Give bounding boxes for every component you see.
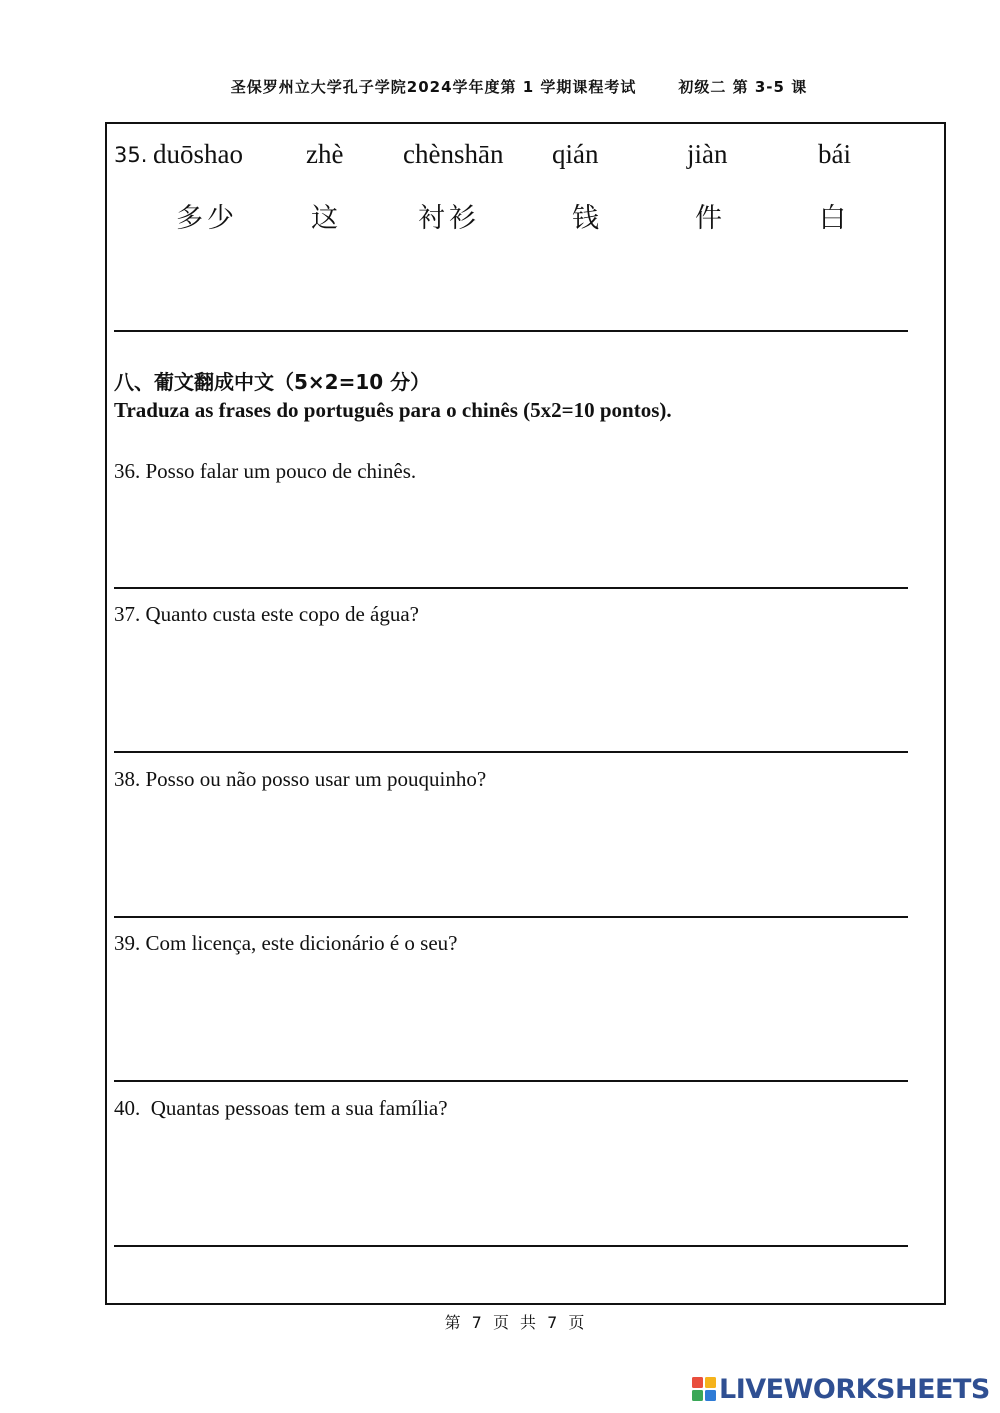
pinyin-word: chènshān (403, 139, 504, 169)
pinyin-word: bái (818, 139, 851, 169)
hanzi-word: 白 (819, 203, 850, 234)
pinyin-word: qián (552, 139, 599, 169)
section-instructions: Traduza as frases do português para o chinês (5x2=10 pontos). (114, 398, 672, 422)
question-36: 36. Posso falar um pouco de chinês. (114, 459, 417, 483)
liveworksheets-logo-icon (692, 1377, 716, 1401)
answer-line-39[interactable] (114, 1080, 908, 1082)
hanzi-word: 多少 (176, 203, 238, 234)
pinyin-word: jiàn (687, 139, 728, 169)
liveworksheets-wordmark: LIVEWORKSHEETS (719, 1373, 990, 1405)
question-37: 37. Quanto custa este copo de água? (114, 602, 419, 626)
pinyin-word: duōshao (153, 139, 243, 169)
question-40: 40. Quantas pessoas tem a sua família? (114, 1096, 448, 1120)
exam-frame (105, 122, 946, 1305)
answer-line-36[interactable] (114, 587, 908, 589)
hanzi-word: 钱 (572, 203, 603, 234)
pinyin-word: zhè (306, 139, 344, 169)
answer-line-38[interactable] (114, 916, 908, 918)
liveworksheets-brand[interactable] (692, 1373, 990, 1405)
exam-level: 初级二 第 3-5 课 (678, 78, 808, 96)
section-title: 八、葡文翻成中文（5×2=10 分） (114, 370, 431, 394)
question-39: 39. Com licença, este dicionário é o seu? (114, 931, 458, 955)
exam-title: 圣保罗州立大学孔子学院2024学年度第 1 学期课程考试 (230, 78, 637, 96)
hanzi-word: 衬衫 (418, 203, 480, 234)
hanzi-word: 这 (311, 203, 342, 234)
answer-line-37[interactable] (114, 751, 908, 753)
question-35-number: 35. (114, 143, 148, 167)
answer-line-40[interactable] (114, 1245, 908, 1247)
hanzi-word: 件 (695, 203, 726, 234)
exam-header (0, 76, 1000, 97)
answer-line-35[interactable] (114, 330, 908, 332)
question-38: 38. Posso ou não posso usar um pouquinho? (114, 767, 487, 791)
page-number: 第 7 页 共 7 页 (444, 1313, 588, 1332)
